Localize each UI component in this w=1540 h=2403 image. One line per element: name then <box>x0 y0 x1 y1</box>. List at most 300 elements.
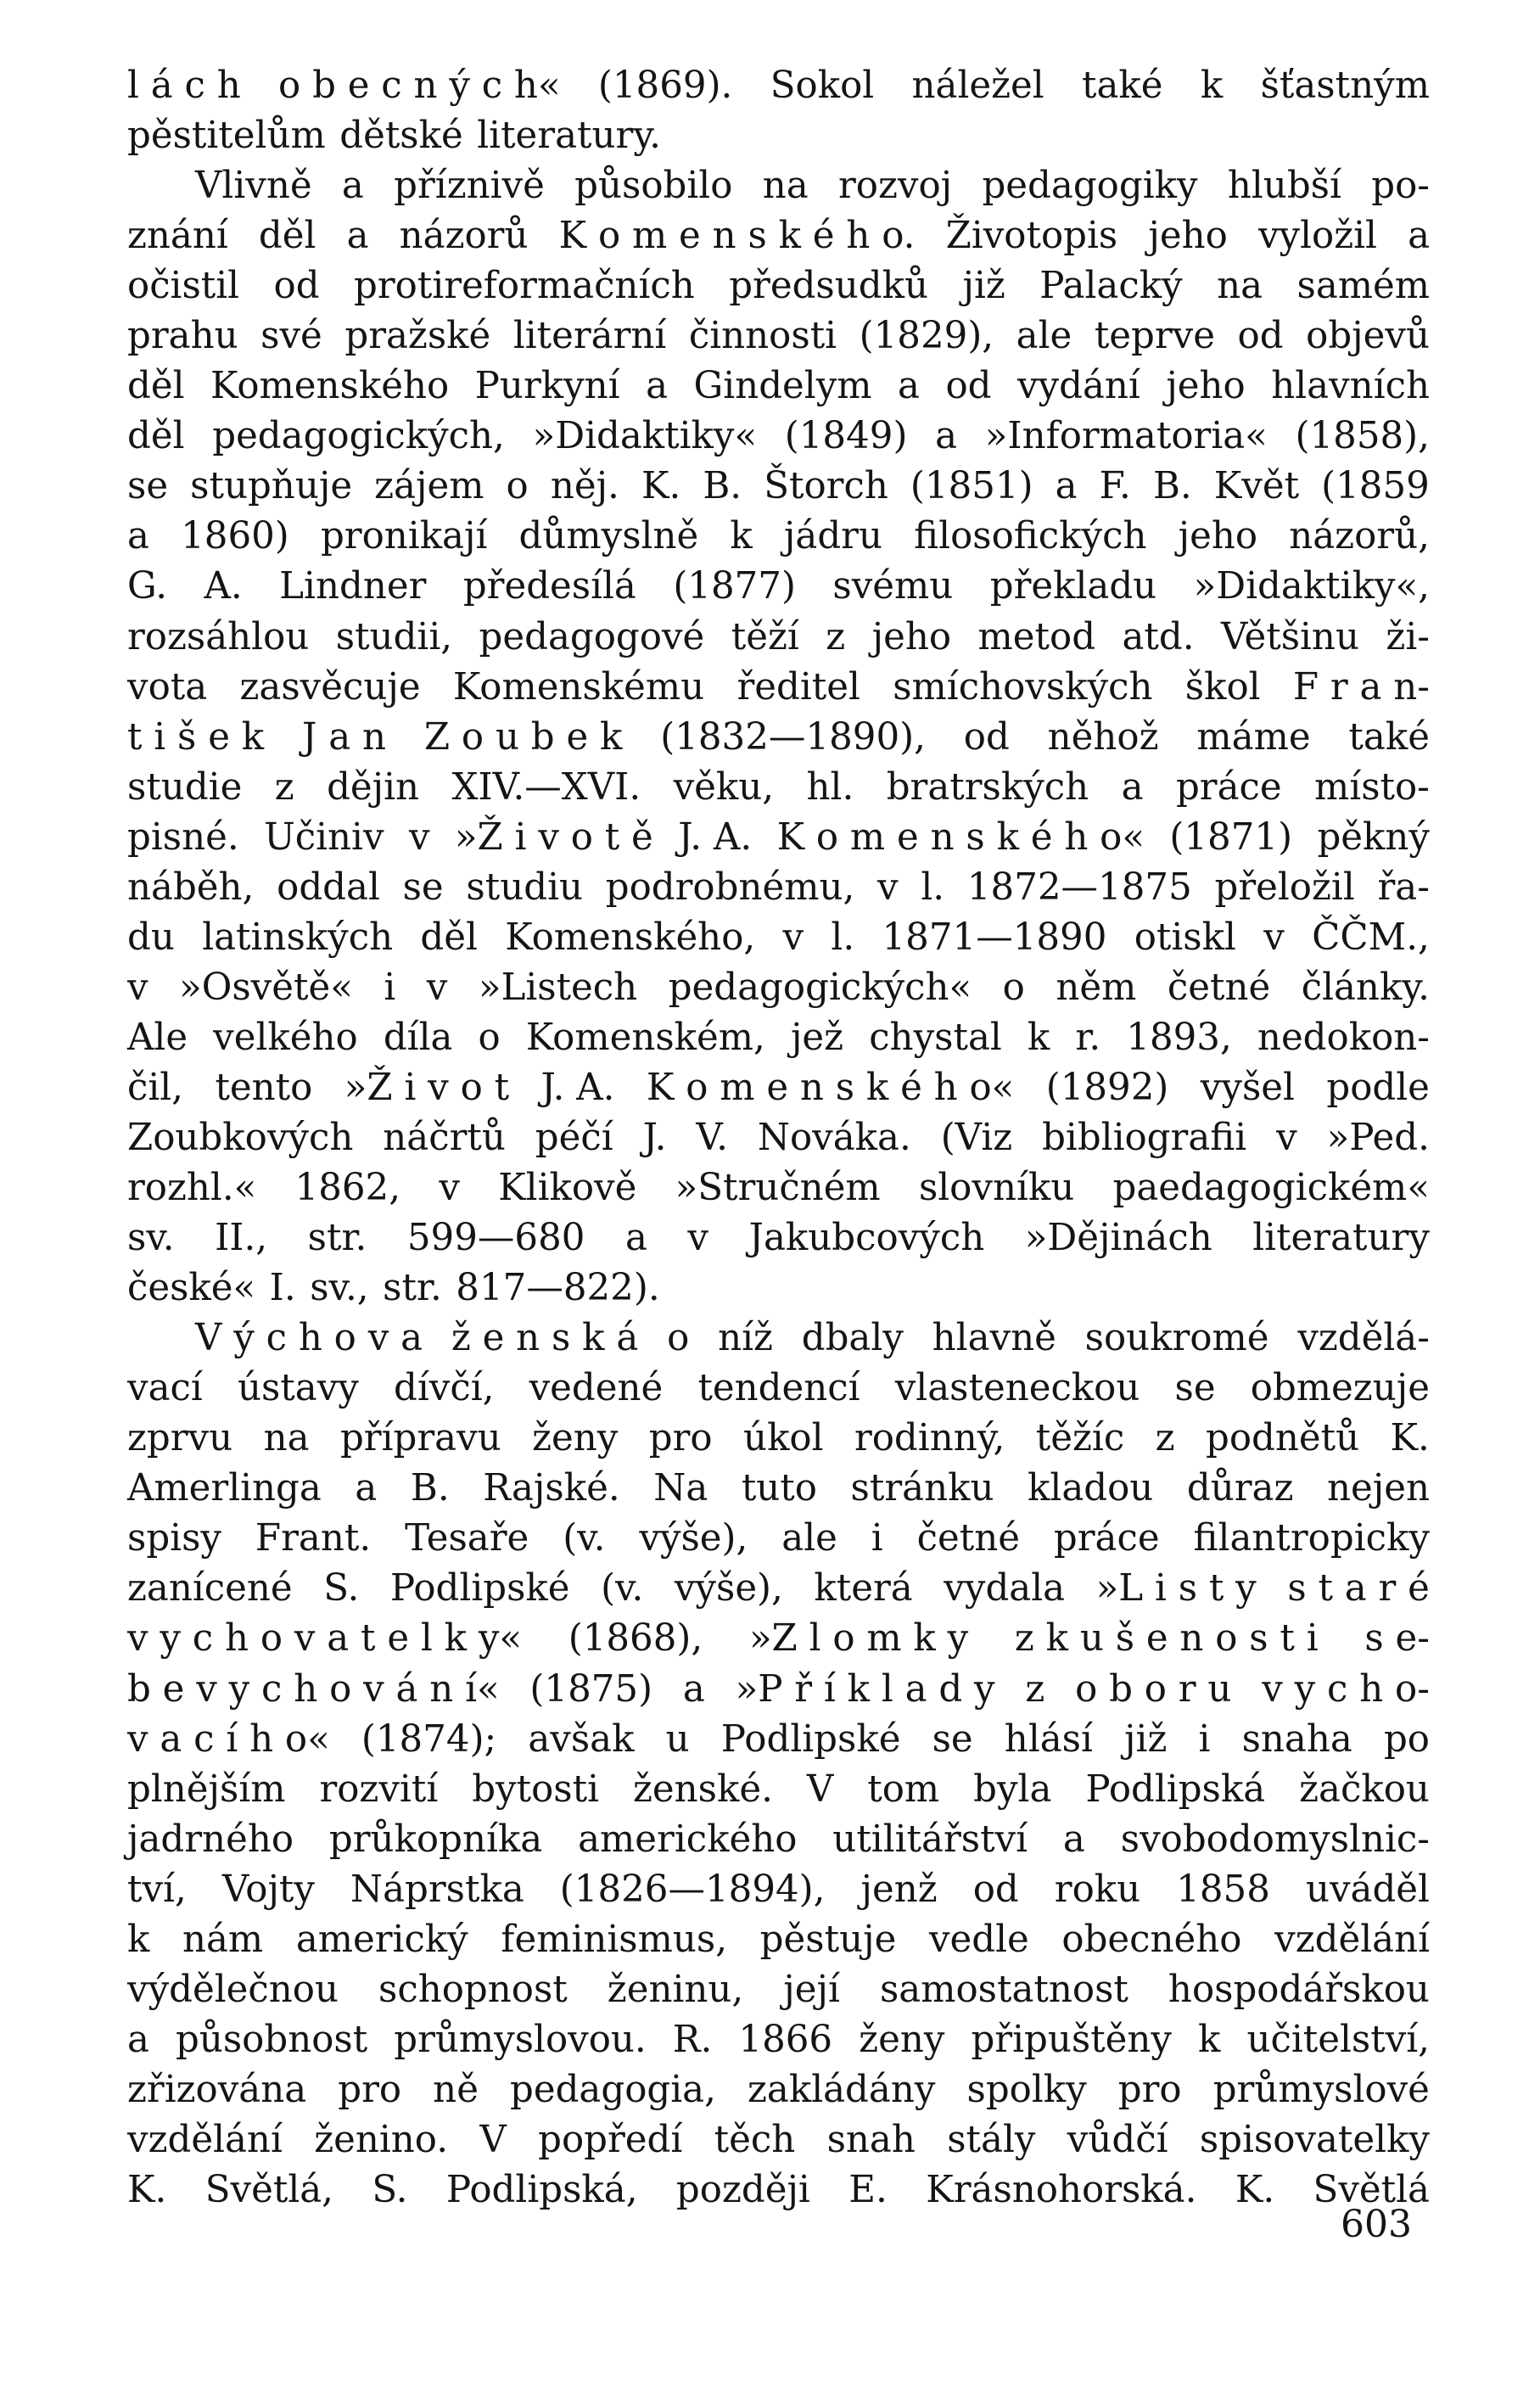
word: Štorch <box>764 465 888 508</box>
word: 1862, <box>294 1167 401 1210</box>
word: Vojty <box>221 1868 315 1911</box>
text-line <box>127 311 1430 361</box>
word: (1868), <box>568 1617 703 1661</box>
text-line <box>127 1815 1430 1865</box>
word: Učiniv <box>264 815 384 859</box>
word: pěkný <box>1317 815 1430 859</box>
word: Podlipská <box>1085 1767 1266 1811</box>
text-line <box>127 1113 1430 1163</box>
word: díla <box>383 1016 453 1059</box>
word: podnětů <box>1205 1417 1360 1460</box>
word: Náprstka <box>350 1868 524 1911</box>
word: od <box>963 715 1010 759</box>
word: na <box>762 165 809 208</box>
word: a <box>898 365 920 408</box>
word: I. <box>269 1267 296 1310</box>
word: jádru <box>783 515 882 558</box>
word: Světlá, <box>204 2168 333 2211</box>
word: důmyslně <box>518 515 699 558</box>
word: Komenského <box>210 365 450 408</box>
word: již <box>962 265 1005 308</box>
word: samostatnost <box>879 1968 1128 2011</box>
word: jeho <box>1166 365 1246 408</box>
word: k <box>127 1918 150 1961</box>
word: péčí <box>535 1116 613 1159</box>
word: i <box>871 1517 883 1560</box>
text-line <box>127 813 1430 863</box>
word: o b e c n ý c h« <box>278 64 561 107</box>
word: působilo <box>574 165 733 208</box>
text-line <box>127 713 1430 763</box>
word: Rajské. <box>483 1467 620 1510</box>
word: těží <box>731 615 799 658</box>
word: l á c h <box>127 64 241 107</box>
word: Krásnohorská. <box>926 2168 1197 2211</box>
word: nám <box>182 1918 264 1961</box>
word: bytosti <box>472 1767 600 1811</box>
word: vací <box>127 1367 203 1410</box>
word: vydala <box>944 1567 1066 1610</box>
word: »Didaktiky«, <box>1193 565 1430 608</box>
word: se <box>402 865 444 909</box>
word: u <box>665 1717 690 1761</box>
word: B. <box>410 1467 450 1510</box>
word: znání <box>127 215 228 258</box>
word: obmezuje <box>1250 1367 1430 1410</box>
word: české« <box>127 1267 256 1310</box>
word: žačkou <box>1299 1767 1430 1811</box>
word: v <box>127 966 148 1009</box>
text-line <box>127 361 1430 412</box>
word: zájem <box>374 465 484 508</box>
word: ženinu, <box>607 1968 744 2011</box>
word: vzdělá- <box>1297 1317 1430 1360</box>
word: V <box>806 1767 834 1811</box>
text-line <box>127 1765 1430 1815</box>
text-line <box>127 1564 1430 1614</box>
word: vedené <box>529 1367 664 1410</box>
word: Zoubkových <box>127 1116 354 1159</box>
word: a <box>127 2018 149 2061</box>
text-line <box>127 111 1430 161</box>
word: a <box>1121 765 1144 809</box>
word: připuštěny <box>971 2018 1173 2061</box>
word: rozsáhlou <box>127 615 310 658</box>
word: (v. <box>601 1567 644 1610</box>
word: Vlivně <box>195 165 312 208</box>
word: Amerlinga <box>127 1467 322 1510</box>
word: (1832—1890), <box>660 715 926 759</box>
word: V. <box>696 1116 728 1159</box>
word: »P ř í k l a d y <box>735 1667 995 1711</box>
word: učitelství, <box>1246 2018 1430 2061</box>
word: náběh, <box>127 865 255 909</box>
word: velkého <box>213 1016 358 1059</box>
word: také <box>1082 64 1163 107</box>
word: podle <box>1326 1066 1430 1109</box>
word: tví, <box>127 1868 187 1911</box>
word: ženy <box>859 2018 945 2061</box>
word: spisy <box>127 1517 221 1560</box>
text-line <box>127 963 1430 1013</box>
word: výdělečnou <box>127 1968 339 2011</box>
word: stránku <box>850 1467 994 1510</box>
word: z k u š e n o s t i <box>1014 1617 1319 1661</box>
word: l. <box>831 916 855 959</box>
word: od <box>945 365 992 408</box>
word: k <box>1198 2018 1221 2061</box>
text-line <box>127 2165 1430 2215</box>
word: názorů <box>399 215 529 258</box>
word: máme <box>1196 715 1311 759</box>
word: šťastným <box>1260 64 1430 107</box>
text-line <box>127 2115 1430 2165</box>
word: avšak <box>528 1717 635 1761</box>
word: str. <box>307 1217 367 1260</box>
word: podrobnému, <box>605 865 855 909</box>
word: (1826—1894), <box>559 1868 826 1911</box>
word: činnosti <box>688 315 837 358</box>
word: K. <box>127 2168 167 2211</box>
word: S. <box>323 1567 360 1610</box>
word: rozhl.« <box>127 1167 257 1210</box>
word: a <box>1055 465 1078 508</box>
word: t i š e k <box>127 715 265 759</box>
word: (v. <box>563 1517 606 1560</box>
word: jeho <box>871 615 952 658</box>
word: teprve <box>1094 315 1215 358</box>
word: feminismus, <box>501 1918 728 1961</box>
word: A. <box>204 565 243 608</box>
text-line <box>127 2015 1430 2065</box>
word: ústavy <box>237 1367 359 1410</box>
word: v <box>408 815 430 859</box>
word: hlavních <box>1271 365 1430 408</box>
word: od <box>1237 315 1284 358</box>
word: (1859 <box>1321 465 1430 508</box>
word: děl <box>258 215 316 258</box>
word: rodinný, <box>854 1417 1005 1460</box>
word: Z o u b e k <box>423 715 623 759</box>
word: hl. <box>806 765 854 809</box>
word: filantropicky <box>1193 1517 1430 1560</box>
word: jeho <box>1148 215 1228 258</box>
word: V <box>479 2118 507 2161</box>
word: přípravu <box>339 1417 501 1460</box>
word: vůdčí <box>1067 2118 1168 2161</box>
word: která <box>814 1567 913 1610</box>
word: »Listech <box>478 966 638 1009</box>
word: ženské. <box>632 1767 773 1811</box>
word: »Informatoria« <box>984 415 1268 458</box>
word: řa- <box>1377 865 1430 909</box>
text-line <box>127 2065 1430 2115</box>
word: 1866 <box>738 2018 833 2061</box>
word: na <box>1217 265 1263 308</box>
word: vzdělání <box>1274 1918 1430 1961</box>
word: příznivě <box>394 165 545 208</box>
word: paedagogickém« <box>1112 1167 1430 1210</box>
word: amerického <box>578 1818 798 1861</box>
word: v y c h o v a t e l k y« <box>127 1617 523 1661</box>
word: II., <box>215 1217 268 1260</box>
word: názorů, <box>1289 515 1430 558</box>
word: v a c í h o« <box>127 1717 330 1761</box>
word: a <box>646 365 669 408</box>
word: v <box>782 916 804 959</box>
text-line <box>127 161 1430 211</box>
word: Květ <box>1213 465 1300 508</box>
word: dbaly <box>801 1317 904 1360</box>
word: utilitářství <box>832 1818 1028 1861</box>
word: du <box>127 916 175 959</box>
word: Nováka. <box>757 1116 911 1159</box>
word: své <box>260 315 322 358</box>
word: (1871) <box>1169 815 1293 859</box>
word: důraz <box>1186 1467 1294 1510</box>
word: 1893, <box>1126 1016 1232 1059</box>
word: zprvu <box>127 1417 233 1460</box>
word: americký <box>295 1918 468 1961</box>
word: ženino. <box>314 2118 449 2161</box>
word: uváděl <box>1305 1868 1430 1911</box>
word: také <box>1348 715 1430 759</box>
word: G. <box>127 565 168 608</box>
word: »Ž i v o t <box>344 1066 510 1109</box>
word: hlásí <box>1004 1717 1093 1761</box>
word: studie <box>127 765 243 809</box>
word: pisné. <box>127 815 239 859</box>
word: očistil <box>127 265 240 308</box>
word: v y c h o- <box>1262 1667 1430 1711</box>
word: studii, <box>335 615 453 658</box>
text-line <box>127 1614 1430 1664</box>
word: ně <box>433 2068 479 2111</box>
word: ženy <box>532 1417 619 1460</box>
word: r. <box>1075 1016 1101 1059</box>
word: sv., <box>310 1267 369 1310</box>
word: Sokol <box>770 64 875 107</box>
text-line <box>127 1865 1430 1915</box>
word: objevů <box>1306 315 1430 358</box>
word: S. <box>372 2168 408 2211</box>
word: (1851) <box>910 465 1033 508</box>
word: zanícené <box>127 1567 293 1610</box>
word: věku, <box>673 765 775 809</box>
word: pedagogiky <box>982 165 1198 208</box>
word: tento <box>215 1066 313 1109</box>
word: pedagogických, <box>212 415 505 458</box>
text-line <box>127 1665 1430 1715</box>
word: z <box>274 765 294 809</box>
text-line <box>127 1915 1430 1965</box>
text-line <box>127 1364 1430 1414</box>
word: K o m e n s k é h o. <box>558 215 916 258</box>
word: svému <box>832 565 954 608</box>
word: 1860) <box>181 515 289 558</box>
word: (1869). <box>597 64 733 107</box>
word: atd. <box>1122 615 1195 658</box>
word: tom <box>867 1767 940 1811</box>
word: Lindner <box>279 565 427 608</box>
word: úkol <box>743 1417 824 1460</box>
word: dívčí, <box>394 1367 495 1410</box>
text-line <box>127 61 1430 111</box>
word: Většinu <box>1221 615 1359 658</box>
word: z <box>826 615 846 658</box>
word: J. A. <box>540 1066 615 1109</box>
word: něm <box>1056 966 1137 1009</box>
word: »Z l o m k y <box>748 1617 969 1661</box>
word: předesílá <box>462 565 636 608</box>
word: slovníku <box>918 1167 1075 1210</box>
word: J. A. <box>678 815 753 859</box>
text-line <box>127 663 1430 713</box>
word: vota <box>127 665 208 709</box>
word: b e v y c h o v á n í« <box>127 1667 500 1711</box>
word: sv. <box>127 1217 175 1260</box>
word: a <box>682 1667 705 1711</box>
word: pražské <box>344 315 491 358</box>
word: a <box>355 1467 378 1510</box>
word: hlubší <box>1227 165 1341 208</box>
word: snah <box>826 2118 916 2161</box>
text-line <box>127 512 1430 562</box>
word: str. <box>383 1267 442 1310</box>
word: metod <box>977 615 1096 658</box>
word: průmyslové <box>1212 2068 1430 2111</box>
text-line <box>127 1213 1430 1263</box>
word: rozvití <box>319 1767 439 1811</box>
word: v <box>439 1167 460 1210</box>
word: tendencí <box>697 1367 860 1410</box>
word: dětské <box>339 115 463 158</box>
word: K. <box>1235 2168 1275 2211</box>
word: se <box>932 1717 973 1761</box>
word: výše), <box>674 1567 783 1610</box>
word: a <box>935 415 958 458</box>
word: pro <box>338 2068 402 2111</box>
word: (1849) <box>784 415 908 458</box>
word: obecného <box>1061 1918 1242 1961</box>
word: četné <box>1167 966 1271 1009</box>
word: literární <box>512 315 667 358</box>
text-line <box>127 1514 1430 1564</box>
word: »Ž i v o t ě <box>454 815 653 859</box>
word: její <box>783 1968 840 2011</box>
word: v <box>687 1217 708 1260</box>
word: jenž <box>860 1868 938 1911</box>
word: v <box>1276 1116 1297 1159</box>
word: k <box>730 515 753 558</box>
word: vedle <box>928 1918 1029 1961</box>
word: F. <box>1099 465 1131 508</box>
word: o <box>1002 966 1025 1009</box>
text-line <box>127 763 1430 813</box>
word: jeho <box>1178 515 1258 558</box>
word: Tesaře <box>405 1517 529 1560</box>
word: J. <box>642 1116 667 1159</box>
word: ale <box>1016 315 1072 358</box>
word: předsudků <box>729 265 928 308</box>
word: práce <box>1175 765 1282 809</box>
word: (Viz <box>940 1116 1013 1159</box>
word: Podlipské <box>720 1717 901 1761</box>
word: z <box>1155 1417 1175 1460</box>
word: (1877) <box>673 565 796 608</box>
text-line <box>127 261 1430 311</box>
text-line <box>127 1163 1430 1213</box>
text-line <box>127 1013 1430 1063</box>
word: ale <box>781 1517 837 1560</box>
word: bibliografii <box>1042 1116 1247 1159</box>
word: pěstuje <box>759 1918 897 1961</box>
word: od <box>972 1868 1019 1911</box>
text-line <box>127 412 1430 462</box>
page-body <box>127 61 1430 2215</box>
word: vyšel <box>1200 1066 1295 1109</box>
word: v <box>1263 916 1285 959</box>
word: 599—680 <box>406 1217 585 1260</box>
word: B. <box>703 465 742 508</box>
word: tuto <box>741 1467 817 1510</box>
word: náležel <box>911 64 1044 107</box>
word: po <box>1383 1717 1430 1761</box>
word: práce <box>1053 1517 1160 1560</box>
page-number: 603 <box>1341 2203 1412 2246</box>
word: těžíc <box>1035 1417 1125 1460</box>
word: pronikají <box>320 515 488 558</box>
word: hospodářskou <box>1168 1968 1430 2011</box>
word: V ý c h o v a <box>195 1317 423 1360</box>
word: Životopis <box>945 215 1118 258</box>
word: místo- <box>1314 765 1430 809</box>
word: byla <box>973 1767 1052 1811</box>
word: a <box>1408 215 1430 258</box>
word: něj. <box>550 465 619 508</box>
word: Ale <box>127 1016 188 1059</box>
word: stupňuje <box>190 465 353 508</box>
word: dějin <box>327 765 420 809</box>
word: vzdělání <box>127 2118 283 2161</box>
word: i <box>1198 1717 1211 1761</box>
text-line <box>127 562 1430 612</box>
word: něhož <box>1047 715 1159 759</box>
word: bratrských <box>886 765 1089 809</box>
word: B. <box>1152 465 1192 508</box>
word: pedagogických« <box>668 966 972 1009</box>
word: otiskl <box>1134 916 1236 959</box>
word: o <box>478 1016 501 1059</box>
word: pedagogia, <box>510 2068 716 2111</box>
word: Podlipská, <box>445 2168 638 2211</box>
word: s t a r é <box>1287 1567 1430 1610</box>
word: protireformačních <box>354 265 695 308</box>
word: nedokon- <box>1257 1016 1430 1059</box>
text-line <box>127 211 1430 261</box>
word: jež <box>790 1016 844 1059</box>
word: od <box>273 265 320 308</box>
word: spolky <box>966 2068 1087 2111</box>
word: 1871—1890 <box>882 916 1107 959</box>
word: svobodomyslnic- <box>1120 1818 1430 1861</box>
word: Na <box>653 1467 708 1510</box>
word: latinských <box>202 916 394 959</box>
word: literatury. <box>477 115 661 158</box>
text-line <box>127 1464 1430 1514</box>
word: těch <box>714 2118 796 2161</box>
word: zřizována <box>127 2068 307 2111</box>
